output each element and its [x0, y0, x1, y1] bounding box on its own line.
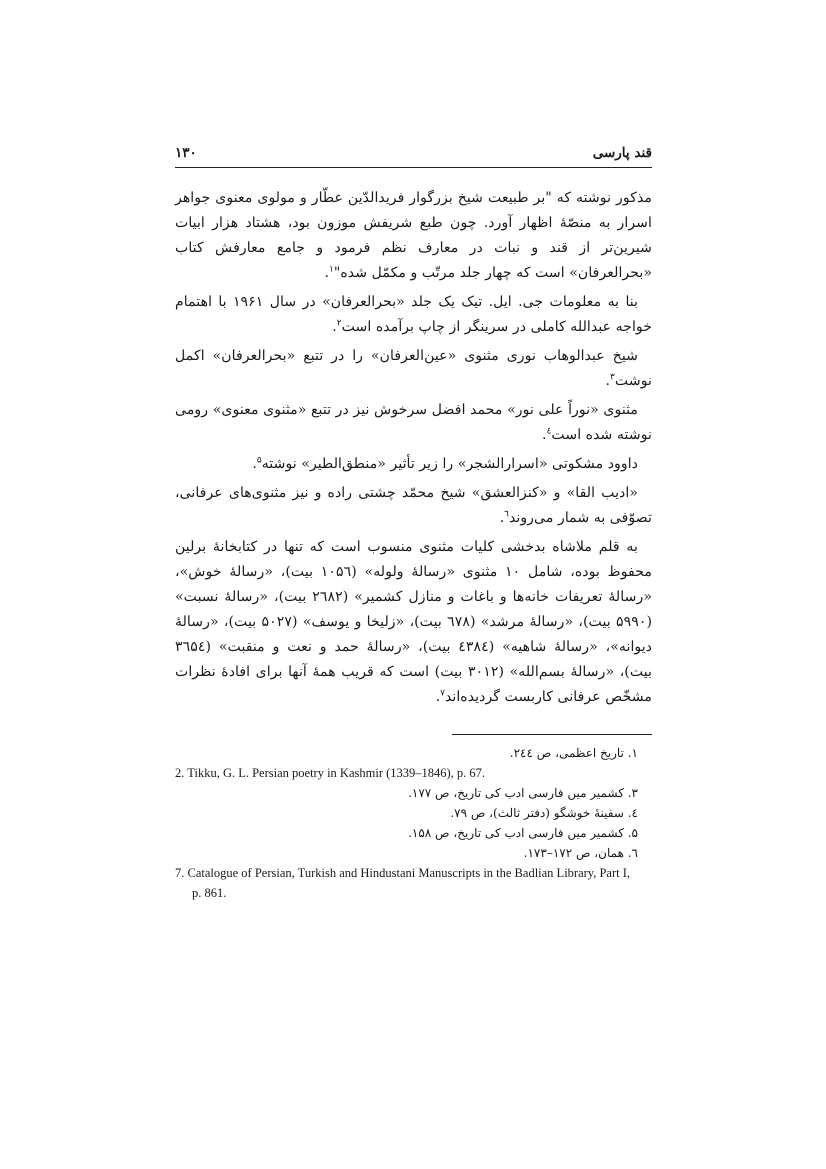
paragraph: شیخ عبدالوهاب نوری مثنوی «عین‌العرفان» را در تتبع «بحرالعرفان» اکمل نوشت$^۳$.	[175, 348, 652, 389]
footnotes	[175, 743, 652, 903]
footnote-item: ٦. همان، ص ۱۷۲–۱۷۳.	[523, 846, 638, 860]
paragraph: بنا به معلومات جی. ایل. تیک یک جلد «بحرالعرفان» در سال ۱۹۶۱ با اهتمام خواجه عبدالله کاملی در سرینگر از چاپ برآمده است$^۲$.	[175, 294, 652, 335]
footnote-ref: ۵	[256, 455, 262, 466]
paragraph: داوود مشکوتی «اسرارالشجر» را زیر تأثیر «منطق‌الطیر» نوشته$^۵$.	[252, 455, 638, 472]
main-text	[175, 186, 652, 714]
footnote-item: ۱. تاریخ اعظمی، ص ۲٤٤.	[509, 746, 638, 760]
paragraph: مثنوی «نوراً علی نور» محمد افضل سرخوش نیز در تتبع «مثنوی معنوی» رومی نوشته شده است$^٤$.	[175, 402, 652, 443]
footnote-item: 2. Tikku, G. L. Persian poetry in Kashmir (1339–1846), p. 67.	[175, 766, 486, 780]
footnote-ref: ۱	[328, 264, 334, 275]
footnote-divider	[452, 734, 652, 735]
paragraph: مذکور نوشته که "بر طبیعت شیخ بزرگوار فریدالدّین عطّار و مولوی معنوی جواهر اسرار به منصّهٔ اظهار آورد. چون طبع شریفش موزون بود، هشتاد هزار ابیات شیرین‌تر از قند و نبات در معارف نظم فرمود و جامع معارفش کتاب «بحرالعرفان» است که چهار جلد مرتّب و مکمّل شده"$^۱$.	[175, 190, 652, 281]
paragraph: به قلم ملاشاه بدخشی کلیات مثنوی منسوب است که تنها در کتابخانهٔ برلین محفوظ بوده، شامل ۱۰ مثنوی «رسالهٔ ولوله» (۱۰۵٦ بیت)، «رسالهٔ خوش»، «رسالهٔ تعریفات خانه‌ها و باغات و منازل کشمیر» (۲٦۸۲ بیت)، «رسالهٔ نسبت» (۵۹۹۰ بیت)، «رسالهٔ مرشد» (٦۷۸ بیت)، «زلیخا و یوسف» (۵۰۲۷ بیت)، «رسالهٔ دیوانه»، «رسالهٔ شاهیه» (٤۳۸٤ بیت)، «رسالهٔ حمد و نعت و منقبت» (۳٦۵٤ بیت)، «رسالهٔ بسم‌الله» (۳۰۱۲ بیت) است که قریب همهٔ آنها برای افادهٔ نظرات مشخّص عرفانی کاربست گردیده‌اند$^۷$.	[175, 539, 653, 705]
footnote-item: ٤. سفینهٔ خوشگو (دفتر ثالث)، ص ۷۹.	[450, 806, 638, 820]
footnote-item: ۳. کشمیر میں فارسی ادب کی تاریخ، ص ۱۷۷.	[408, 786, 638, 800]
book-title: قند پارسی	[592, 145, 652, 161]
footnote-ref: ٤	[546, 426, 552, 437]
footnote-ref: ۳	[610, 372, 615, 383]
footnote-ref: ۷	[440, 688, 445, 699]
footnote-ref: ۲	[336, 318, 342, 329]
paragraph: «ادیب القا» و «کنزالعشق» شیخ محمّد چشتی راده و نیز مثنوی‌های عرفانی، تصوّفی به شمار می‌روند$^٦$.	[175, 485, 652, 526]
running-header	[175, 141, 652, 168]
footnote-item: ۵. کشمیر میں فارسی ادب کی تاریخ، ص ۱۵۸.	[408, 826, 638, 840]
page-number: ۱۳۰	[175, 145, 197, 161]
footnote-item-continued: p. 861.	[192, 886, 227, 900]
footnote-item: 7. Catalogue of Persian, Turkish and Hindustani Manuscripts in the Badlian Library, Part I,	[175, 866, 631, 880]
footnote-ref: ٦	[504, 509, 509, 520]
